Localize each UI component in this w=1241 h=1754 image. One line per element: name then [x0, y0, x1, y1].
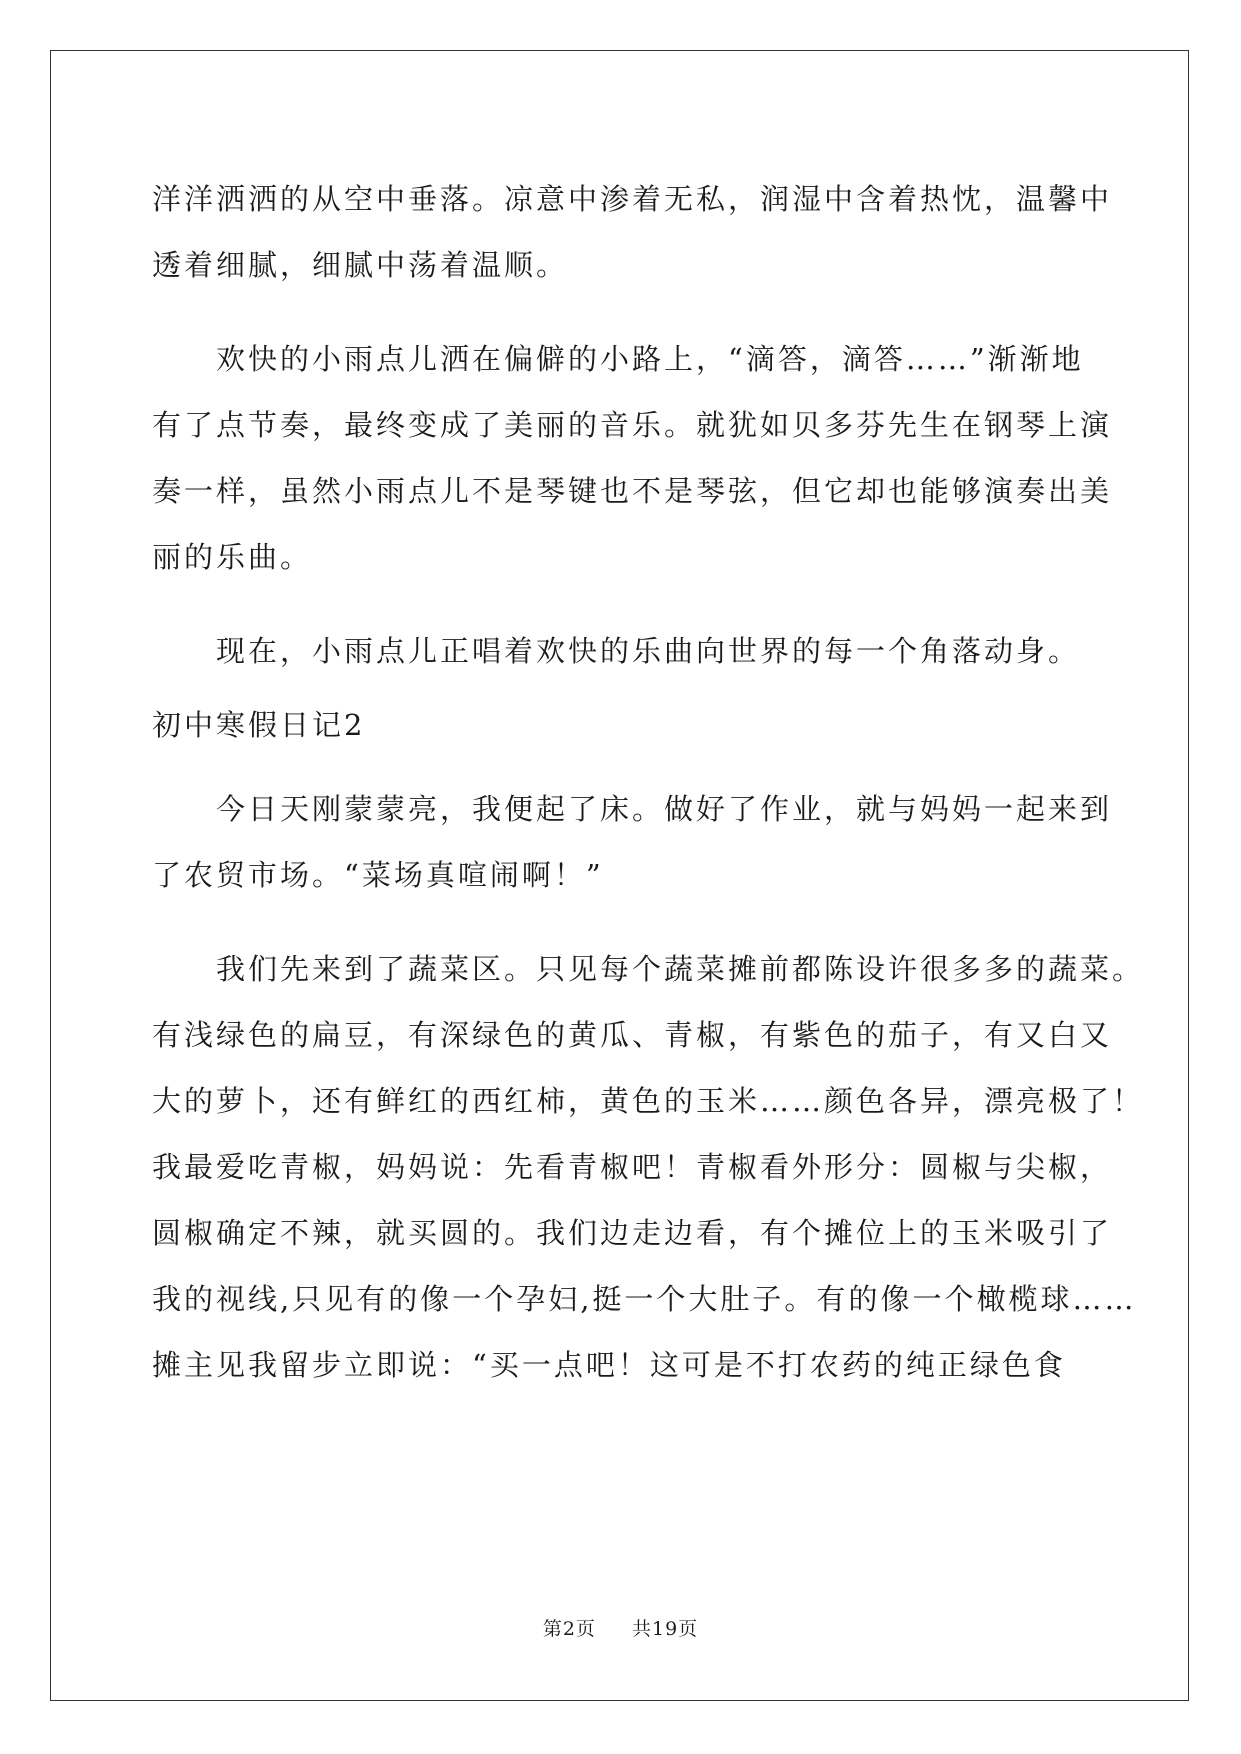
text-line: 有浅绿色的扁豆，有深绿色的黄瓜、青椒，有紫色的茄子，有又白又 [152, 1018, 1113, 1052]
text-line: 大的萝卜，还有鲜红的西红柿，黄色的玉米……颜色各异，漂亮极了！ [152, 1084, 1145, 1118]
text-line: 我的视线,只见有的像一个孕妇,挺一个大肚子。有的像一个橄榄球…… [152, 1282, 1137, 1316]
paragraph [152, 936, 1145, 1398]
text-line: 透着细腻，细腻中荡着温顺。 [152, 248, 569, 282]
text-line: 欢快的小雨点儿洒在偏僻的小路上，“滴答，滴答……”渐渐地 [216, 342, 1084, 376]
paragraph [152, 776, 1112, 908]
text-line: 今日天刚蒙蒙亮，我便起了床。做好了作业，就与妈妈一起来到 [216, 792, 1113, 826]
document-body [152, 166, 1145, 1398]
text-line: 摊主见我留步立即说：“买一点吧！这可是不打农药的纯正绿色食 [152, 1348, 1066, 1382]
text-line: 了农贸市场。“菜场真喧闹啊！” [152, 858, 604, 892]
paragraph [152, 166, 1112, 298]
paragraph [152, 326, 1112, 590]
text-line: 有了点节奏，最终变成了美丽的音乐。就犹如贝多芬先生在钢琴上演 [152, 408, 1113, 442]
text-line: 我们先来到了蔬菜区。只见每个蔬菜摊前都陈设许很多多的蔬菜。 [216, 952, 1145, 986]
text-line: 我最爱吃青椒，妈妈说：先看青椒吧！青椒看外形分：圆椒与尖椒， [152, 1150, 1113, 1184]
text-line: 圆椒确定不辣，就买圆的。我们边走边看，有个摊位上的玉米吸引了 [152, 1216, 1113, 1250]
text-line: 奏一样，虽然小雨点儿不是琴键也不是琴弦，但它却也能够演奏出美 [152, 474, 1113, 508]
text-line: 洋洋洒洒的从空中垂落。凉意中渗着无私，润湿中含着热忱，温馨中 [152, 182, 1113, 216]
section-heading: 初中寒假日记2 [152, 708, 366, 742]
page-total: 共19页 [632, 1618, 699, 1640]
page-number: 第2页 [542, 1618, 596, 1640]
text-line: 丽的乐曲。 [152, 540, 313, 574]
page-footer [0, 1614, 1241, 1641]
text-line: 现在，小雨点儿正唱着欢快的乐曲向世界的每一个角落动身。 [216, 634, 1081, 668]
paragraph [152, 618, 1112, 684]
